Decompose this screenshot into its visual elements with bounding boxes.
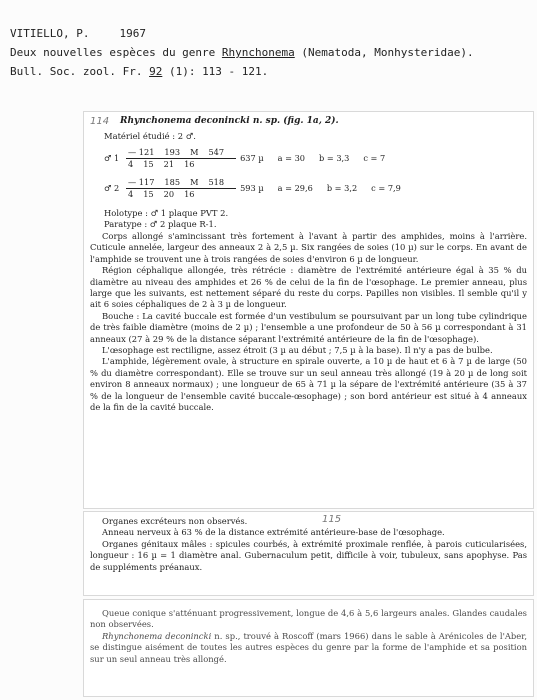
paragraph-head-region: Région céphalique allongée, très rétrécie : diamètre de l'extrémité antérieure égal à 35 % du diamètre au niveau des amphides et 26 % de celui de la fin de l'œsophage. Le premier anneau, plus large que les suivants, est nettement séparé du reste du corps. Papilles non visibles. Il semble qu'il y ait 6 soies céphaliques de 2 à 3 µ de longueur. (90, 265, 527, 310)
formula-fraction (126, 147, 236, 170)
title-line (10, 43, 532, 62)
author: VITIELLO, P. (10, 27, 90, 40)
diagnosis-text: n. sp., trouvé à Roscoff (mars 1966) dans le sable à Arénicoles de l'Aber, se distingue aisément de toutes les autres espèces du genre par la forme de l'amphide et sa position sur un seul anneau très allongé. (90, 630, 527, 664)
paragraph-diagnosis (90, 631, 527, 665)
formula-length: 593 µ (240, 183, 264, 193)
formula-a: a = 29,6 (277, 183, 313, 193)
formula-male-2 (104, 177, 415, 200)
formula-num: — 117 (128, 177, 155, 187)
paragraph-genital: Organes génitaux mâles : spicules courbés, à extrémité proximale renflée, à parois cuticularisées, longueur : 16 µ = 1 diamètre anal. Gubernaculum petit, difficile à voir, tubuleux, sans apophyse. Pas de suppléments préanaux. (90, 538, 527, 572)
formula-den: 16 (184, 159, 195, 169)
title-pre: Deux nouvelles espèces du genre (10, 46, 222, 59)
year: 1967 (119, 27, 146, 40)
author-line (10, 24, 532, 43)
reference-header (10, 24, 532, 81)
holotype-line: Holotype : ♂ 1 plaque PVT 2. (104, 208, 229, 218)
formula-num: 193 (164, 147, 181, 157)
formula-num: 547 (208, 147, 225, 157)
formula-den: 15 (143, 159, 154, 169)
material-studied: Matériel étudié : 2 ♂. (104, 131, 196, 141)
paragraph-tail: Queue conique s'atténuant progressivement, longue de 4,6 à 5,6 largeurs anales. Glandes caudales non observées. (90, 608, 527, 630)
formula-symbol: ♂ 2 (104, 183, 120, 193)
paragraph-oesophagus: L'œsophage est rectiligne, assez étroit (3 µ au début ; 7,5 µ à la base). Il n'y a pas de bulbe. (102, 345, 493, 356)
formula-num: M (190, 177, 199, 187)
formula-b: b = 3,2 (326, 183, 358, 193)
formula-b: b = 3,3 (319, 153, 350, 163)
article-title: Rhynchonema deconincki n. sp. (fig. 1a, 2). (120, 116, 339, 126)
formula-c: c = 7 (363, 153, 386, 163)
formula-fraction (126, 177, 236, 200)
formula-den: 15 (143, 189, 154, 199)
formula-den: 21 (163, 159, 175, 169)
organs-text (90, 516, 527, 573)
journal-line (10, 62, 532, 81)
genus-name: Rhynchonema (221, 46, 295, 59)
journal-pre: Bull. Soc. zool. Fr. (10, 65, 150, 78)
journal-post: (1): 113 - 121. (162, 65, 269, 78)
paratype-line: Paratype : ♂ 2 plaque R-1. (104, 219, 217, 229)
paragraph-excretory: Organes excréteurs non observés. (102, 516, 248, 526)
page-number-114: 114 (90, 116, 110, 127)
formula-den: 4 (128, 159, 134, 169)
formula-den: 16 (184, 189, 195, 199)
formula-symbol: ♂ 1 (104, 153, 120, 163)
formula-male-1 (104, 147, 399, 170)
page-number-115: 115 (322, 514, 342, 525)
formula-num: 518 (208, 177, 225, 187)
formula-num: 185 (164, 177, 181, 187)
paragraph-body: Corps allongé s'amincissant très fortement à l'avant à partir des amphides, moins à l'arrière. Cuticule annelée, largeur des anneaux 2 à 2,5 µ. Six rangées de soies (10 µ) sur le corps. En avant de l'amphide se trouvent une à trois rangées de soies d'environ 6 µ de longueur. (90, 231, 527, 264)
species-name: Rhynchonema deconincki (102, 630, 212, 641)
title-post: (Nematoda, Monhysteridae). (294, 46, 474, 59)
volume: 92 (149, 65, 163, 78)
formula-c: c = 7,9 (371, 183, 401, 193)
formula-num: M (190, 147, 199, 157)
paragraph-nerve-ring: Anneau nerveux à 63 % de la distance extrémité antérieure-base de l'œsophage. (102, 527, 445, 538)
formula-a: a = 30 (277, 153, 306, 163)
paragraph-mouth: Bouche : La cavité buccale est formée d'un vestibulum se poursuivant par un long tube cylindrique de très faible diamètre (moins de 2 µ) ; l'ensemble a une profondeur de 50 à 56 µ correspondant à 31 anneaux (27 à 29 % de la distance séparant l'extrémité antérieure de la fin de l'œsophage). (90, 310, 527, 344)
formula-num: — 121 (128, 147, 155, 157)
formula-den: 4 (128, 189, 134, 199)
tail-text (90, 608, 527, 665)
formula-length: 637 µ (240, 153, 264, 163)
formula-den: 20 (163, 189, 175, 199)
paragraph-amphid: L'amphide, légèrement ovale, à structure en spirale ouverte, a 10 µ de haut et 6 à 7 µ de large (50 % du diamètre correspondant). Elle se trouve sur un seul anneau très allongé (19 à 20 µ de long soit environ 8 anneaux normaux) ; une longueur de 65 à 71 µ la sépare de l'extrémité antérieure (35 à 37 % de la longueur de l'ensemble cavité buccale-œsophage) ; son bord antérieur est situé à 4 anneaux de la fin de la cavité buccale. (90, 356, 527, 413)
description-text (90, 231, 527, 414)
